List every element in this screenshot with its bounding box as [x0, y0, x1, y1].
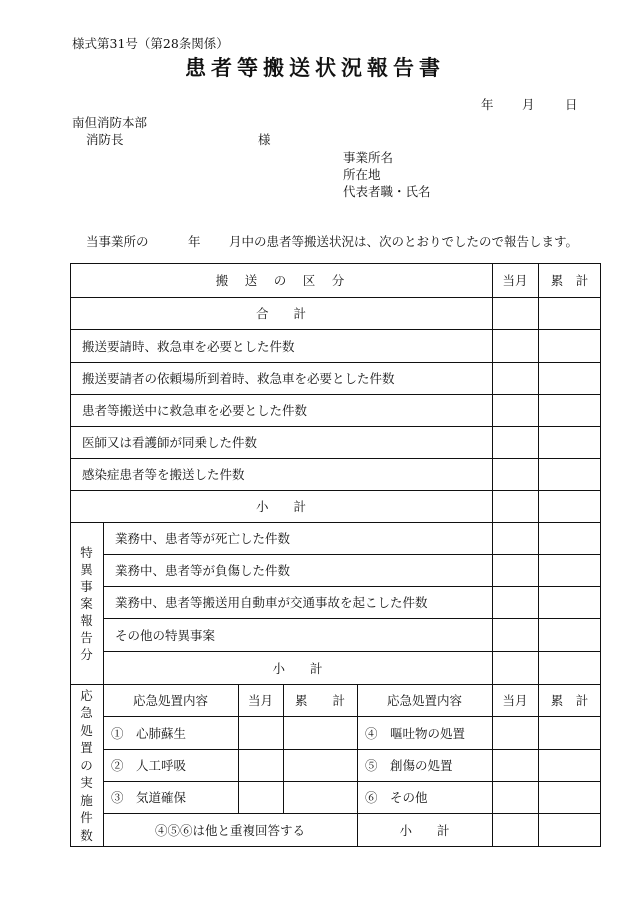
recipient-org: 南但消防本部	[72, 115, 148, 130]
intro-part3: 月中の患者等搬送状況は、次のとおりでしたので報告します。	[229, 234, 579, 249]
category-header: 搬 送 の 区 分	[215, 273, 347, 288]
emergency-month-header-left: 当月	[247, 693, 273, 708]
special-row-4: その他の特異事案	[115, 627, 216, 643]
date-month-label: 月	[522, 97, 535, 112]
subtotal-label: 小 計	[255, 499, 306, 514]
transport-row-5: 感染症患者等を搬送した件数	[82, 467, 245, 482]
special-row-3: 業務中、患者等搬送用自動車が交通事故を起こした件数	[115, 595, 428, 610]
duplicate-answer-note: ④⑤⑥は他と重複回答する	[154, 823, 305, 838]
transport-row-4: 医師又は看護師が同乗した件数	[82, 435, 258, 450]
emergency-total-header-left: 累 計	[294, 693, 345, 708]
representative-label: 代表者職・氏名	[343, 184, 431, 199]
total-header: 累 計	[550, 273, 589, 288]
emergency-item-1: ① 心肺蘇生	[111, 725, 187, 741]
emergency-content-header-right: 応急処置内容	[386, 693, 462, 708]
emergency-treatment-label: 応 急 処 置 の 実 施 件 数	[80, 687, 93, 843]
office-name-label: 事業所名	[343, 150, 394, 165]
intro-part1: 当事業所の	[86, 234, 149, 249]
grand-total-label: 合 計	[255, 306, 306, 321]
month-header: 当月	[502, 273, 528, 288]
form-number: 様式第31号（第28条関係）	[72, 36, 229, 51]
emergency-item-3: ③ 気道確保	[111, 790, 187, 805]
intro-year: 年	[188, 234, 201, 249]
honorific: 様	[258, 132, 271, 147]
emergency-item-5: ⑤ 創傷の処置	[365, 758, 453, 773]
date-day-label: 日	[565, 97, 578, 112]
emergency-item-6: ⑥ その他	[365, 790, 428, 805]
emergency-total-header-right: 累 計	[550, 693, 589, 708]
transport-row-2: 搬送要請者の依頼場所到着時、救急車を必要とした件数	[82, 371, 395, 386]
emergency-month-header-right: 当月	[502, 693, 528, 708]
special-row-2: 業務中、患者等が負傷した件数	[115, 563, 291, 578]
transport-row-1: 搬送要請時、救急車を必要とした件数	[82, 338, 295, 354]
emergency-content-header-left: 応急処置内容	[132, 693, 208, 708]
emergency-item-2: ② 人工呼吸	[111, 758, 187, 773]
date-year-label: 年	[481, 97, 494, 112]
special-row-1: 業務中、患者等が死亡した件数	[115, 531, 291, 546]
document-title: 患者等搬送状況報告書	[185, 55, 445, 80]
address-label: 所在地	[343, 167, 381, 182]
emergency-item-4: ④ 嘔吐物の処置	[365, 725, 466, 741]
transport-row-3: 患者等搬送中に救急車を必要とした件数	[82, 403, 308, 418]
recipient-title: 消防長	[86, 132, 124, 147]
emergency-subtotal-label: 小 計	[399, 823, 450, 838]
special-subtotal-label: 小 計	[272, 660, 323, 676]
special-incidents-label: 特 異 事 案 報 告 分	[80, 544, 93, 662]
